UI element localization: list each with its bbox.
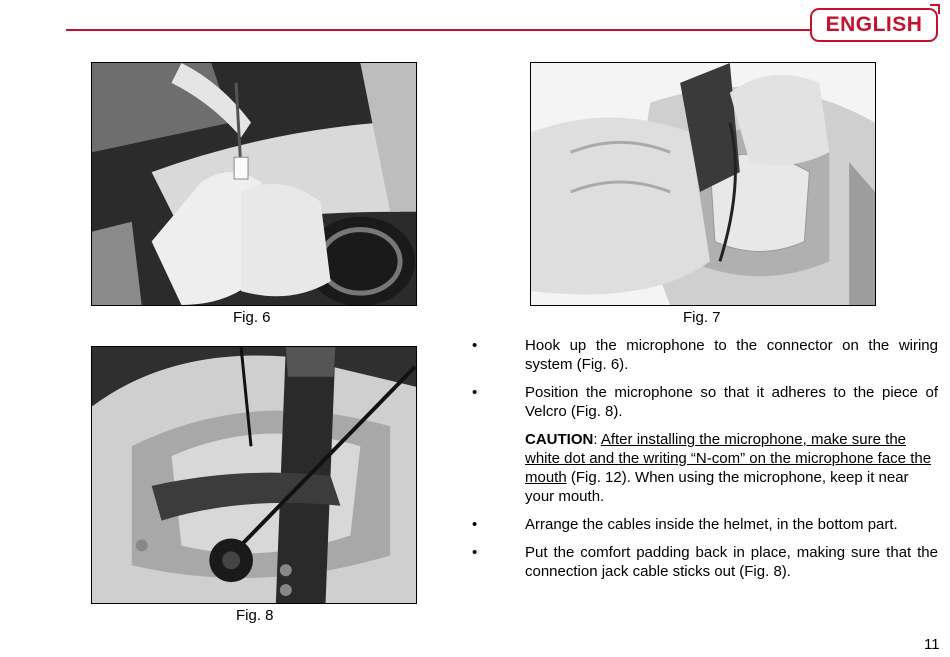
list-item (470, 515, 938, 534)
step-text: Put the comfort padding back in place, making sure that the connection jack cable sticks out (Fig. 8). (525, 544, 938, 580)
figure-6-caption: Fig. 6 (233, 309, 271, 326)
figure-8-photo (91, 346, 417, 604)
caution-label: CAUTION (525, 431, 594, 448)
caution-separator: : (593, 431, 601, 448)
step-text: Arrange the cables inside the helmet, in the bottom part. (525, 516, 898, 533)
photo-hands-connecting-microphone-icon (92, 63, 416, 305)
bullet-icon: • (472, 516, 478, 533)
list-item (470, 543, 938, 581)
instruction-list (470, 336, 938, 590)
caution-note (470, 430, 938, 506)
caution-rest-text: (Fig. 12). When using the microphone, keep it near your mouth. (525, 469, 909, 505)
photo-hands-routing-cable-in-helmet-icon (531, 63, 875, 305)
language-badge (810, 8, 938, 42)
step-text: Hook up the microphone to the connector on the wiring system (Fig. 6). (525, 337, 938, 373)
figure-8-caption: Fig. 8 (236, 607, 274, 624)
bullet-icon: • (472, 544, 478, 561)
language-label: ENGLISH (825, 13, 923, 36)
list-item (470, 383, 938, 421)
bullet-icon: • (472, 384, 478, 401)
caution-underlined-text: After installing the microphone, make sure the white dot and the writing “N-com” on the microphone face the mouth (525, 431, 932, 486)
header-rule (66, 29, 810, 31)
list-item (470, 336, 938, 374)
figure-6-photo (91, 62, 417, 306)
bullet-icon: • (472, 337, 478, 354)
photo-microphone-on-helmet-strap-icon (92, 347, 416, 603)
figure-7-photo (530, 62, 876, 306)
page-number: 11 (924, 636, 940, 653)
badge-corner-arrow-icon (930, 4, 940, 14)
step-text: Position the microphone so that it adheres to the piece of Velcro (Fig. 8). (525, 384, 938, 420)
figure-7-caption: Fig. 7 (683, 309, 721, 326)
